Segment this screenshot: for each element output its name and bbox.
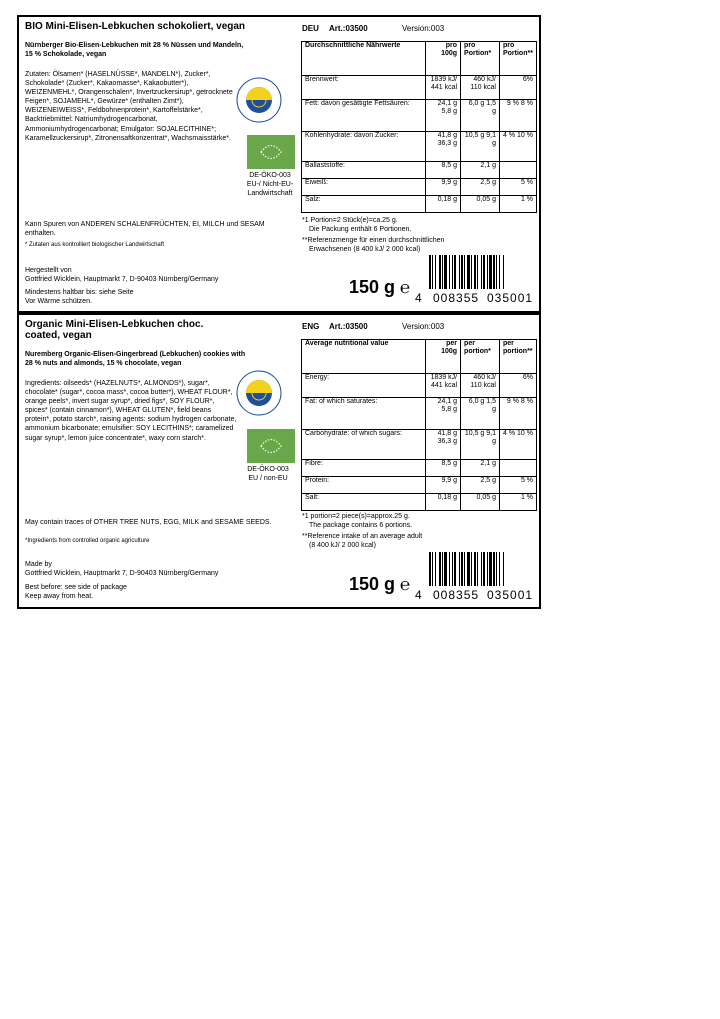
row-value-ri: 4 % 10 % [499, 132, 536, 162]
ingredients-text: Ingredients: oilseeds* (HAZELNUTS*, ALMONDS*), sugar*, chocolate* (sugar*, cocoa mass*, cocoa butter*), WHEAT FLOUR*, orange peels*, invert sugar syrup*, dried figs*, SOY FLOUR*, spices* (contain cinnamon*), WHEAT GLUTEN*, field beans protein*, potato starch*, raising agents: sodium hydrogen carbonate, ammonium bicarbonate; emulsifier: SOY LECITHINS*; caramelized sugar syrup*, lemon juice concentrate*, waxy corn starch*. [25, 380, 237, 442]
barcode-bar [483, 552, 485, 586]
barcode-bar [474, 255, 476, 289]
row-value-100g: 0,18 g [426, 196, 461, 213]
row-value-100g: 8,5 g [426, 460, 461, 477]
barcode-bar [487, 552, 488, 586]
barcode-bar [452, 552, 453, 586]
col-header-portion: per portion* [461, 340, 500, 374]
barcode-bar [499, 552, 500, 586]
table-title: Durchschnittliche Nährwerte [302, 42, 426, 76]
row-label: Salz: [302, 196, 426, 213]
row-value-ri: 9 % 8 % [499, 100, 536, 132]
row-value-100g: 0,18 g [426, 494, 461, 511]
pgi-seal-icon [236, 77, 282, 123]
barcode-bar [459, 255, 460, 289]
row-label: Fibre: [302, 460, 426, 477]
footnote-reference: **Referenzmenge für einen durchschnittlichen [302, 237, 445, 244]
barcode-bar [503, 552, 504, 586]
eu-organic-logo-icon [247, 135, 295, 169]
barcode-bar [474, 552, 476, 586]
barcode-bar [489, 255, 492, 289]
footnote-portion: *1 portion=2 piece(s)=approx.25 g. [302, 513, 410, 520]
row-value-100g: 41,8 g 36,3 g [426, 430, 461, 460]
barcode-bar [461, 255, 463, 289]
barcode-bar [429, 255, 431, 289]
label-german [17, 15, 541, 313]
eu-organic-code: DE-ÖKO-003 EU / non-EU [247, 466, 289, 482]
eu-organic-logo-icon [247, 429, 295, 463]
barcode-bar [442, 255, 443, 289]
barcode-bar [487, 255, 488, 289]
row-value-ri [499, 162, 536, 179]
col-header-reference: per portion** [499, 340, 536, 374]
row-value-portion: 460 kJ/ 110 kcal [461, 374, 500, 398]
manufacturer-address: Gottfried Wicklein, Hauptmarkt 7, D-90403 Nürnberg/Germany [25, 276, 219, 283]
organic-note: * Zutaten aus kontrolliert biologischer Landwirtschaft [25, 242, 165, 248]
row-label: Ballaststoffe: [302, 162, 426, 179]
row-value-portion: 2,5 g [461, 477, 500, 494]
barcode-right-digits: 035001 [487, 588, 534, 602]
net-weight-value: 150 g [349, 574, 396, 594]
product-description: Nürnberger Bio-Elisen-Lebkuchen mit 28 % Nüssen und Mandeln, 15 % Schokolade, vegan [25, 42, 244, 58]
article-number: Art.:03500 [329, 322, 368, 331]
row-label: Fat: of which saturates: [302, 398, 426, 430]
nutrition-table [301, 339, 537, 511]
barcode-bar [493, 552, 495, 586]
nutrition-table [301, 41, 537, 213]
barcode-bar [477, 255, 478, 289]
footnote-portion: *1 Portion=2 Stück(e)=ca.25 g. [302, 217, 398, 224]
barcode-bar [444, 552, 447, 586]
barcode-bar [429, 552, 431, 586]
table-row [302, 460, 537, 477]
barcode-bar [499, 255, 500, 289]
barcode-bar [481, 552, 482, 586]
barcode-bar [452, 255, 453, 289]
footnote-reference: **Reference intake of an average adult [302, 533, 423, 540]
table-title: Average nutritional value [302, 340, 426, 374]
barcode-left-digits: 008355 [433, 291, 480, 305]
barcode-bar [464, 255, 465, 289]
row-value-ri: 1 % [499, 494, 536, 511]
net-weight-value: 150 g [349, 277, 396, 297]
barcode-bar [481, 255, 482, 289]
version: Version:003 [402, 24, 445, 33]
barcode-bar [444, 255, 447, 289]
col-header-portion: pro Portion* [461, 42, 500, 76]
table-row [302, 179, 537, 196]
e-mark-icon: ℮ [400, 278, 411, 297]
footnote-package: Die Packung enthält 6 Portionen. [309, 226, 412, 233]
footnote-package: The package contains 6 portions. [309, 522, 413, 529]
row-value-100g: 24,1 g 5,8 g [426, 398, 461, 430]
barcode-bar [503, 255, 504, 289]
product-title: Organic Mini-Elisen-Lebkuchen choc. coated, vegan [25, 319, 204, 341]
row-label: Eiweiß: [302, 179, 426, 196]
barcode-first-digit: 4 [415, 588, 422, 602]
row-label: Brennwert: [302, 76, 426, 100]
barcode-bar [435, 255, 436, 289]
table-row [302, 196, 537, 213]
ingredients-text: Zutaten: Ölsamen* (HASELNÜSSE*, MANDELN*), Zucker*, Schokolade* (Zucker*, Kakaomasse*, Kakaobutter*), WEIZENMEHL*, Orangenschalen*, Invertzuckersirup*, getrocknete Feigen*, SOJAMEHL*, Gewürze* (enthalten Zimt*), WEIZENEIWEISS*, Feldbohnenprotein*, Kartoffelstärke*, Backtriebmittel: Natriumhydrogencarbonat, Ammoniumhydrogencarbonat; Emulgator: SOJALECITHINE*; Karamellzuckersirup*, Zitronensaftkonzentrat*, Wachsmaisstärke*. [25, 71, 233, 142]
row-value-ri: 6% [499, 76, 536, 100]
footnote-reference-adult: (8 400 kJ/ 2 000 kcal) [309, 542, 376, 549]
product-description: Nuremberg Organic-Elisen-Gingerbread (Lebkuchen) cookies with 28 % nuts and almonds, 15 % chocolate, vegan [25, 351, 246, 367]
barcode-bar [435, 552, 436, 586]
barcode-bar [493, 255, 495, 289]
article-number: Art.:03500 [329, 24, 368, 33]
e-mark-icon: ℮ [400, 575, 411, 594]
barcode-bar [442, 552, 443, 586]
row-value-ri [499, 460, 536, 477]
row-value-ri: 5 % [499, 477, 536, 494]
row-value-ri: 6% [499, 374, 536, 398]
manufacturer-label: Made by [25, 561, 52, 568]
product-title: BIO Mini-Elisen-Lebkuchen schokoliert, vegan [25, 21, 246, 32]
row-label: Fett: davon gesättigte Fettsäuren: [302, 100, 426, 132]
storage-note: Vor Wärme schützen. [25, 298, 92, 305]
row-value-portion: 460 kJ/ 110 kcal [461, 76, 500, 100]
barcode-bar [477, 552, 478, 586]
table-row [302, 494, 537, 511]
row-label: Kohlenhydrate: davon Zucker: [302, 132, 426, 162]
barcode-bar [471, 552, 472, 586]
row-value-100g: 8,5 g [426, 162, 461, 179]
barcode-bar [449, 255, 450, 289]
barcode-bar [459, 552, 460, 586]
language-code: ENG [302, 322, 320, 331]
row-label: Salt: [302, 494, 426, 511]
row-value-portion: 0,05 g [461, 494, 500, 511]
barcode-bar [467, 255, 470, 289]
version: Version:003 [402, 322, 445, 331]
pgi-seal-icon [236, 370, 282, 416]
table-row [302, 100, 537, 132]
barcode-bar [454, 552, 456, 586]
row-value-portion: 0,05 g [461, 196, 500, 213]
col-header-100g: pro 100g [426, 42, 461, 76]
row-value-100g: 1839 kJ/ 441 kcal [426, 76, 461, 100]
col-header-reference: pro Portion** [499, 42, 536, 76]
row-value-ri: 4 % 10 % [499, 430, 536, 460]
table-row [302, 398, 537, 430]
row-value-100g: 9,9 g [426, 179, 461, 196]
row-label: Protein: [302, 477, 426, 494]
barcode-bar [489, 552, 492, 586]
col-header-100g: per 100g [426, 340, 461, 374]
barcode-bar [471, 255, 472, 289]
organic-note: *Ingredients from controlled organic agriculture [25, 538, 150, 544]
allergen-note: Kann Spuren von ANDEREN SCHALENFRÜCHTEN, EI, MILCH und SESAM enthalten. [25, 221, 265, 237]
row-value-portion: 6,0 g 1,5 g [461, 100, 500, 132]
table-row [302, 76, 537, 100]
barcode-first-digit: 4 [415, 291, 422, 305]
barcode-bar [467, 552, 470, 586]
row-value-portion: 10,5 g 9,1 g [461, 430, 500, 460]
eu-organic-code: DE-ÖKO-003 EU-/ Nicht-EU-Landwirtschaft [246, 172, 294, 197]
net-weight [349, 277, 410, 298]
barcode-bar [496, 552, 497, 586]
allergen-note: May contain traces of OTHER TREE NUTS, EGG, MILK and SESAME SEEDS. [25, 519, 272, 526]
row-value-portion: 10,5 g 9,1 g [461, 132, 500, 162]
footnote-reference-adult: Erwachsenen (8 400 kJ/ 2 000 kcal) [309, 246, 421, 253]
row-value-portion: 6,0 g 1,5 g [461, 398, 500, 430]
best-before: Best before: see side of package [25, 584, 127, 591]
table-row [302, 374, 537, 398]
barcode-bar [496, 255, 497, 289]
row-value-100g: 24,1 g 5,8 g [426, 100, 461, 132]
manufacturer-address: Gottfried Wicklein, Hauptmarkt 7, D-90403 Nürnberg/Germany [25, 570, 219, 577]
best-before: Mindestens haltbar bis: siehe Seite [25, 289, 134, 296]
barcode-bar [439, 255, 441, 289]
storage-note: Keep away from heat. [25, 593, 94, 600]
language-code: DEU [302, 24, 319, 33]
table-row [302, 132, 537, 162]
row-value-100g: 41,8 g 36,3 g [426, 132, 461, 162]
row-value-ri: 9 % 8 % [499, 398, 536, 430]
label-english [17, 313, 541, 609]
barcode-right-digits: 035001 [487, 291, 534, 305]
row-value-100g: 9,9 g [426, 477, 461, 494]
barcode-bar [483, 255, 485, 289]
row-value-portion: 2,5 g [461, 179, 500, 196]
row-value-ri: 1 % [499, 196, 536, 213]
barcode-bar [449, 552, 450, 586]
table-row [302, 477, 537, 494]
barcode-bar [454, 255, 456, 289]
barcode-bar [464, 552, 465, 586]
table-row [302, 162, 537, 179]
barcode-bar [439, 552, 441, 586]
net-weight [349, 574, 410, 595]
barcode-bar [461, 552, 463, 586]
barcode-left-digits: 008355 [433, 588, 480, 602]
table-row [302, 430, 537, 460]
row-value-100g: 1839 kJ/ 441 kcal [426, 374, 461, 398]
row-value-portion: 2,1 g [461, 460, 500, 477]
row-label: Carbohydrate: of which sugars: [302, 430, 426, 460]
row-label: Energy: [302, 374, 426, 398]
row-value-ri: 5 % [499, 179, 536, 196]
barcode-bar [432, 552, 433, 586]
manufacturer-label: Hergestellt von [25, 267, 72, 274]
row-value-portion: 2,1 g [461, 162, 500, 179]
barcode-bar [432, 255, 433, 289]
